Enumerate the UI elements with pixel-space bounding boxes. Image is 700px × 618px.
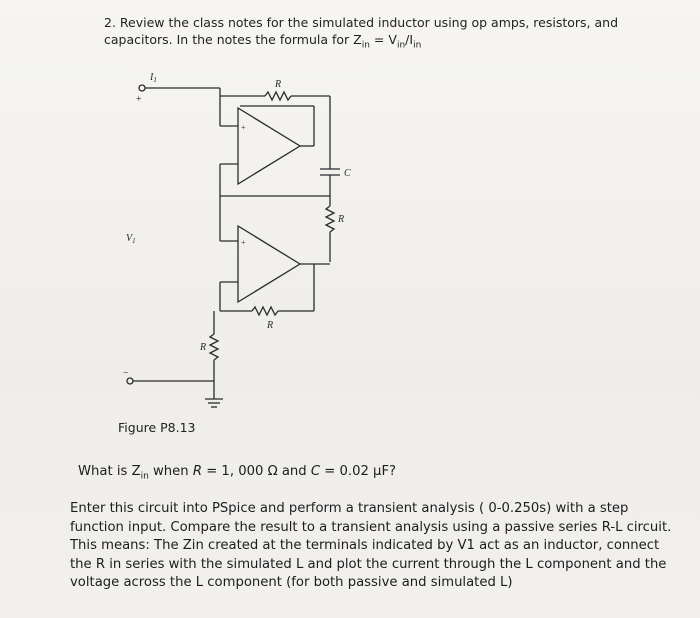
label-r-right: R <box>338 214 345 225</box>
resistor-r-left <box>210 334 218 360</box>
figure-caption: Figure P8.13 <box>118 420 196 435</box>
label-opamp2-plus: + <box>241 238 246 247</box>
question-heading: 2. Review the class notes for the simulated inductor using op amps, resistors, and capacitors. In the notes the formula for $Z_{in} = V_{in}/I_{in}$ <box>104 15 619 51</box>
opamp-1 <box>238 108 300 184</box>
resistor-r-mid <box>252 307 278 315</box>
resistor-r-right <box>326 206 334 232</box>
label-opamp1-plus: + <box>241 123 246 132</box>
resistor-r-top <box>265 92 291 100</box>
label-plus: + <box>136 94 142 105</box>
instructions-paragraph: Enter this circuit into PSpice and perform a transient analysis ( 0-0.250s) with a step function input. Compare the result to a transient analysis using a passive series R-L circuit. This means: The Zin created at the terminals indicated by V1 act as an inductor, connect the R in series with the simulated L and plot the current through the L component and the voltage across the L component (for both passive and simulated L) <box>70 501 672 590</box>
label-i1: $I_1$ <box>150 72 157 84</box>
label-c: C <box>344 168 351 179</box>
label-r-left: R <box>200 342 207 353</box>
question-text: What is $Z_{in}$ when R = 1, 000 Ω and C = 0.02 μF? <box>78 464 397 482</box>
label-minus: − <box>123 368 129 379</box>
label-r-top: R <box>275 79 282 90</box>
opamp-2 <box>238 226 300 302</box>
label-v1: $V_1$ <box>126 233 136 245</box>
input-terminal-top <box>139 85 145 91</box>
label-r-mid: R <box>267 320 274 331</box>
circuit-diagram <box>110 66 370 416</box>
